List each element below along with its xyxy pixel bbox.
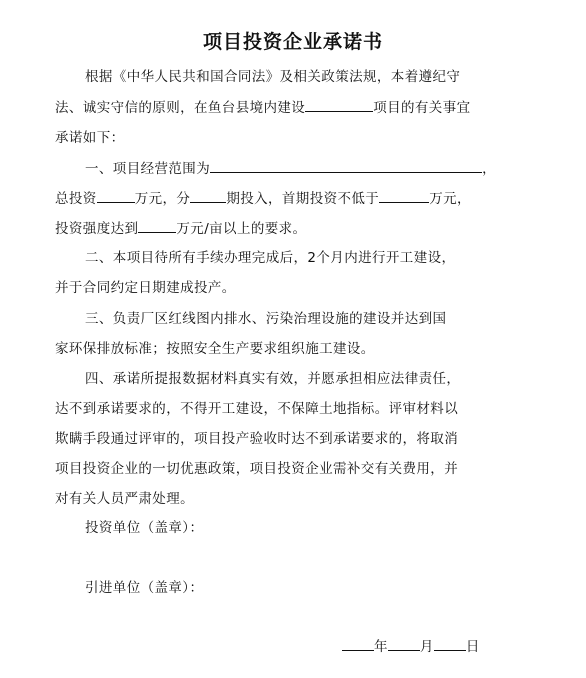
phase-count-blank — [190, 188, 226, 203]
text-segment: 根据《中华人民共和国合同法》及相关政策法规，本着遵纪守 — [85, 69, 461, 85]
text-segment: 法、诚实守信的原则，在鱼台县境内建设 — [55, 100, 306, 116]
text-segment: 并于合同约定日期建成投产。 — [55, 280, 236, 296]
project-name-blank — [305, 97, 373, 112]
text-segment: 承诺如下： — [55, 130, 125, 146]
date-line — [342, 636, 542, 657]
text-segment: ， — [482, 161, 497, 177]
text-segment: 达不到承诺要求的，不得开工建设，不保障土地指标。评审材料以 — [55, 401, 459, 417]
text-segment: 万元/亩以上的要求。 — [176, 221, 307, 237]
investor-seal-label — [85, 518, 565, 538]
introducer-seal-label — [85, 578, 565, 598]
text-segment: 对有关人员严肃处理。 — [55, 491, 194, 507]
document-title: 项目投资企业承诺书 — [202, 31, 383, 53]
text-segment: 二、本项目待所有手续办理完成后，2个月内进行开工建设， — [85, 250, 456, 266]
first-phase-investment-blank — [379, 188, 429, 203]
year-label: 年 — [374, 639, 388, 655]
month-blank — [388, 636, 420, 651]
clause-3-line-1 — [85, 309, 565, 329]
text-segment: 四、承诺所提报数据材料真实有效，并愿承担相应法律责任， — [85, 371, 461, 387]
clause-2-line-1 — [85, 248, 565, 268]
clause-4-line-1 — [85, 369, 565, 389]
text-segment: 总投资 — [55, 191, 97, 207]
clause-3-line-2 — [55, 339, 535, 359]
clause-4-line-2 — [55, 399, 535, 419]
text-segment: 三、负责厂区红线图内排水、污染治理设施的建设并达到国 — [85, 311, 447, 327]
clause-1-line-2 — [55, 188, 535, 209]
clause-4-line-5 — [55, 489, 535, 509]
paragraph-intro-line-2 — [55, 97, 535, 118]
text-segment: 万元，分 — [134, 191, 191, 207]
text-segment: 项目的有关事宜 — [373, 100, 471, 116]
paragraph-intro-line-3 — [55, 128, 535, 148]
text-segment: 万元， — [429, 191, 471, 207]
day-label: 日 — [465, 639, 480, 655]
text-segment: 引进单位（盖章）： — [85, 580, 204, 596]
clause-2-line-2 — [55, 278, 535, 298]
text-segment: 一、项目经营范围为 — [85, 161, 211, 177]
text-segment: 家环保排放标准；按照安全生产要求组织施工建设。 — [55, 341, 375, 357]
business-scope-blank — [210, 158, 482, 173]
text-segment: 欺瞒手段通过评审的，项目投产验收时达不到承诺要求的，将取消 — [55, 431, 459, 447]
paragraph-intro-line-1 — [85, 67, 565, 87]
text-segment: 项目投资企业的一切优惠政策，项目投资企业需补交有关费用，并 — [55, 461, 459, 477]
text-segment: 期投入，首期投资不低于 — [226, 191, 380, 207]
investment-intensity-blank — [138, 218, 176, 233]
month-label: 月 — [419, 639, 434, 655]
year-blank — [342, 636, 374, 651]
clause-1-line-1 — [85, 158, 565, 179]
day-blank — [434, 636, 466, 651]
clause-4-line-3 — [55, 429, 535, 449]
clause-1-line-3 — [55, 218, 535, 239]
text-segment: 投资单位（盖章）： — [85, 520, 204, 536]
text-segment: 投资强度达到 — [55, 221, 139, 237]
total-investment-blank — [97, 188, 135, 203]
clause-4-line-4 — [55, 459, 535, 479]
